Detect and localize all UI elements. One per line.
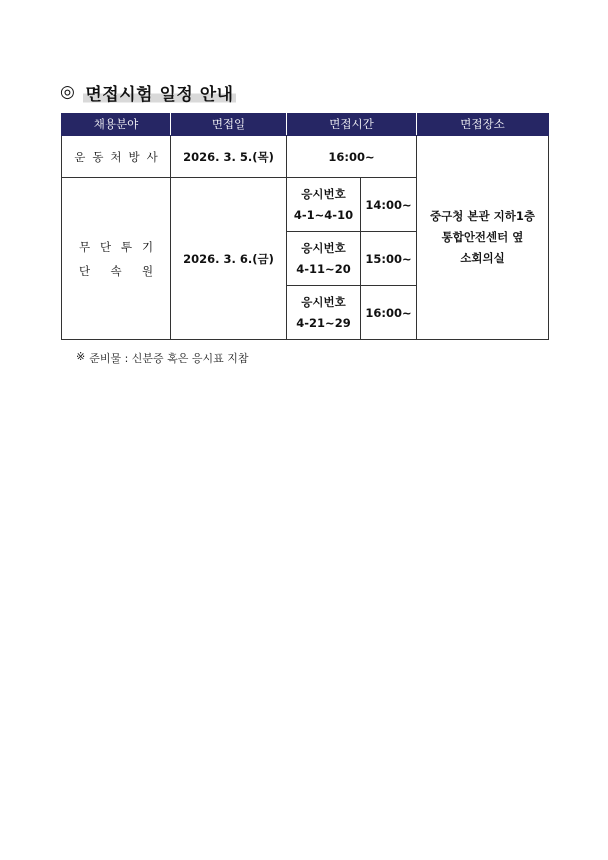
field-char: 무 (78, 239, 91, 254)
date-cell: 2026. 3. 6.(금) (171, 178, 287, 340)
note (76, 350, 249, 366)
location-line: 중구청 본관 지하1층 (430, 209, 535, 223)
page-title-text: 면접시험 일정 안내 (83, 80, 235, 105)
applicant-range: 4-1~4-10 (293, 207, 354, 222)
header-field: 채용분야 (62, 113, 171, 136)
field-cell (62, 136, 171, 178)
applicant-label: 응시번호 (301, 240, 346, 255)
field-name (74, 239, 158, 279)
location-cell (417, 136, 549, 340)
location-line: 통합안전센터 옆 (441, 230, 524, 244)
field-char: 속 (110, 263, 122, 278)
applicant-label: 응시번호 (301, 186, 346, 201)
slot-time-cell: 16:00~ (361, 286, 417, 340)
header-time: 면접시간 (287, 113, 417, 136)
field-line-2 (74, 263, 158, 279)
table-row (62, 136, 549, 178)
slot-time-cell: 15:00~ (361, 232, 417, 286)
table-header-row (62, 113, 549, 136)
note-text: 준비물 : 신분증 혹은 응시표 지참 (89, 352, 249, 365)
field-char: 기 (141, 239, 154, 254)
header-location: 면접장소 (417, 113, 549, 136)
header-date: 면접일 (171, 113, 287, 136)
location-line: 소회의실 (460, 251, 505, 265)
field-char: 원 (141, 263, 154, 278)
field-char: 투 (120, 239, 133, 254)
field-char: 단 (99, 239, 112, 254)
applicant-range: 4-21~29 (296, 315, 351, 330)
field-cell (62, 178, 171, 340)
reference-mark-icon: ※ (76, 350, 86, 363)
applicant-range-cell (287, 286, 361, 340)
date-cell: 2026. 3. 5.(목) (171, 136, 287, 178)
slot-time-cell: 14:00~ (361, 178, 417, 232)
applicant-label: 응시번호 (301, 294, 346, 309)
applicant-range-cell (287, 178, 361, 232)
applicant-range: 4-11~20 (296, 261, 351, 276)
double-circle-icon: ◎ (60, 82, 76, 102)
applicant-range-cell (287, 232, 361, 286)
field-name: 운동처방사 (74, 149, 165, 164)
page-title (60, 80, 236, 104)
time-cell: 16:00~ (287, 136, 417, 178)
interview-schedule-table (61, 113, 549, 340)
field-char: 단 (78, 263, 91, 278)
